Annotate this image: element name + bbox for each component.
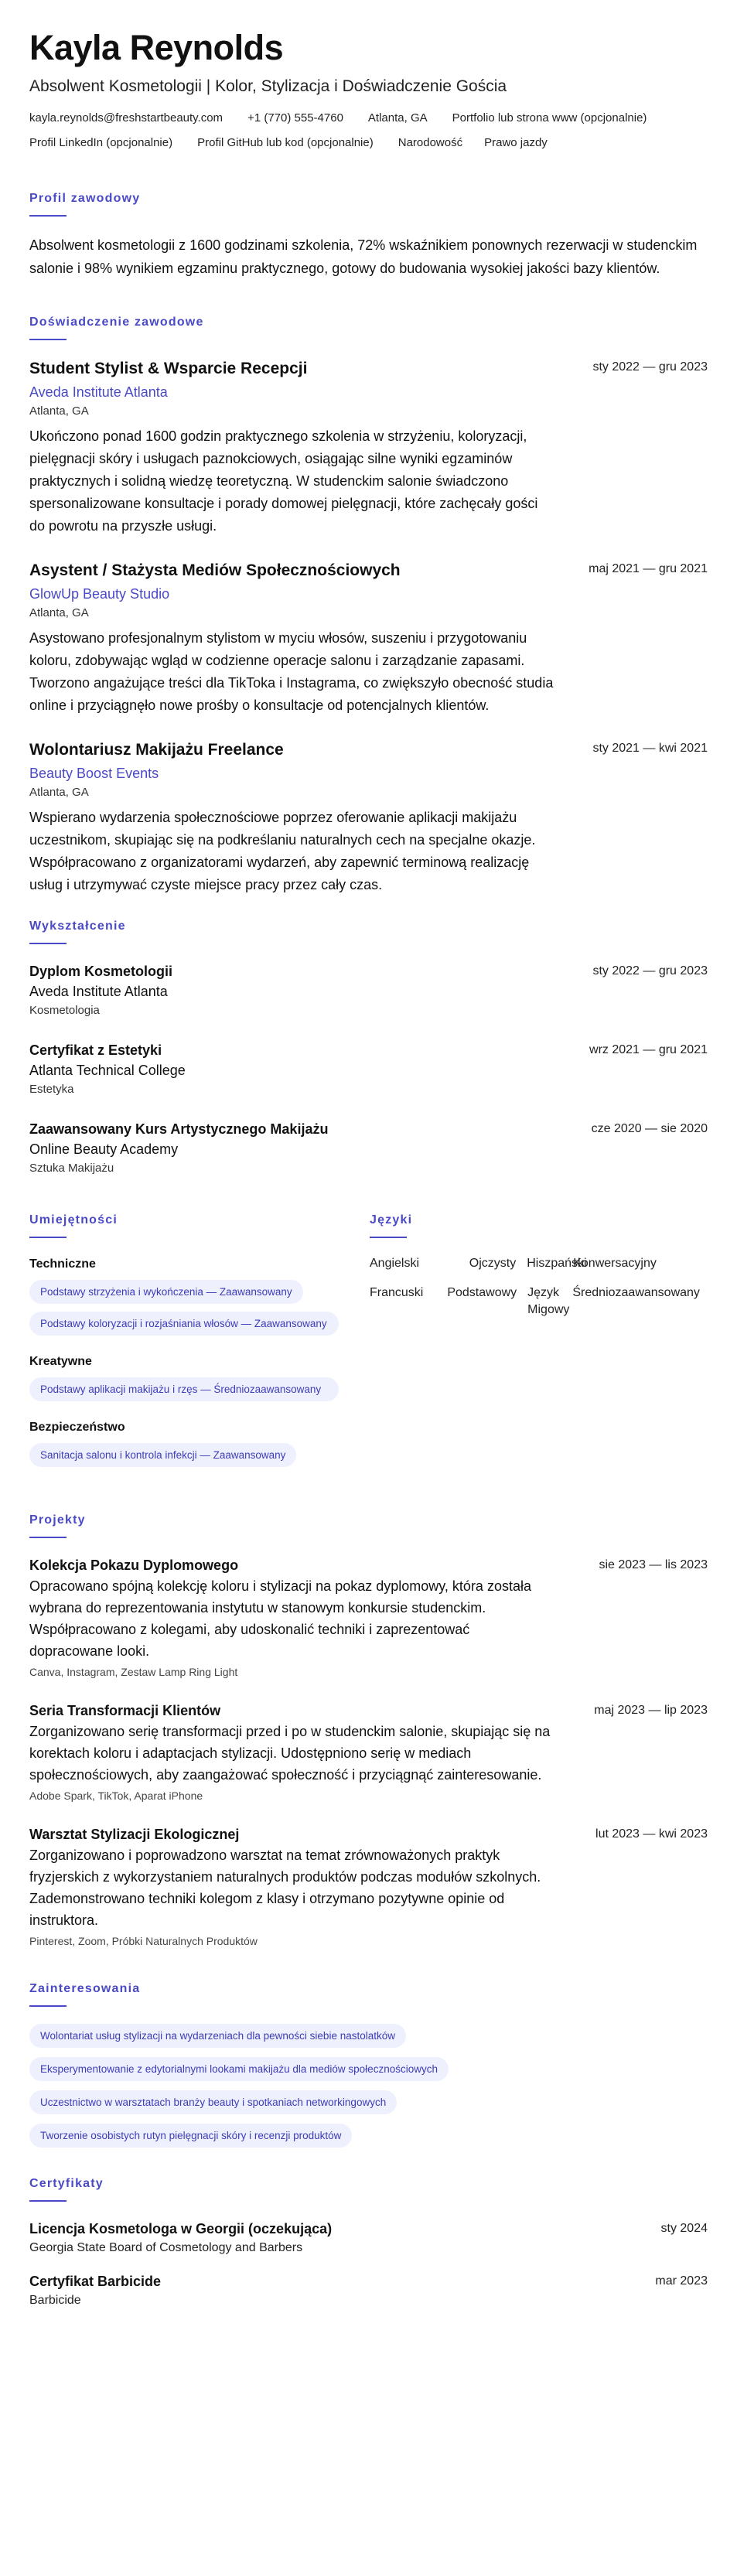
nationality-text: Narodowość [398, 136, 463, 149]
education-section [29, 918, 708, 1178]
certification-issuer: Georgia State Board of Cosmetology and Barbers [29, 2241, 303, 2254]
job-entry [29, 739, 708, 896]
job-date: maj 2021 — gru 2021 [589, 562, 708, 575]
job-date: sty 2022 — gru 2023 [592, 360, 708, 374]
skill-category: Bezpieczeństwo [29, 1421, 125, 1434]
certifications-section [29, 2175, 708, 2310]
section-divider [29, 943, 67, 944]
language-level: Średniozaawansowany [572, 1286, 700, 1299]
field-of-study: Sztuka Makijażu [29, 1162, 114, 1175]
job-entry [29, 357, 708, 537]
degree-title: Certyfikat z Estetyki [29, 1042, 162, 1058]
section-title: Certyfikaty [29, 2177, 104, 2190]
school-name: Online Beauty Academy [29, 1141, 179, 1157]
job-description: Ukończono ponad 1600 godzin praktycznego szkolenia w strzyżeniu, koloryzacji, pielęgnacji skóry i usługach paznokciowych, osiągając silne wyniki egzaminów praktycznych i solidną wiedzę teoretyczną. W studenckim salonie świadczono spersonalizowane konsultacje i porady domowej pielęgnacji, które zachęcały gości do powrotu na przyszłe usługi. [29, 428, 538, 534]
project-title: Seria Transformacji Klientów [29, 1703, 221, 1718]
linkedin-link[interactable]: Profil LinkedIn (opcjonalnie) [29, 136, 173, 149]
summary-section [29, 190, 708, 280]
certification-title: Licencja Kosmetologa w Georgii (oczekująca) [29, 2221, 333, 2237]
job-company: Beauty Boost Events [29, 766, 159, 781]
project-title: Kolekcja Pokazu Dyplomowego [29, 1558, 239, 1573]
section-divider [29, 2005, 67, 2007]
job-title: Student Stylist & Wsparcie Recepcji [29, 360, 308, 377]
section-title: Zainteresowania [29, 1982, 141, 1995]
skill-group [29, 1418, 370, 1475]
degree-title: Zaawansowany Kurs Artystycznego Makijażu [29, 1121, 329, 1137]
skill-tag: Podstawy strzyżenia i wykończenia — Zaawansowany [29, 1280, 303, 1304]
section-divider [29, 2200, 67, 2202]
skill-category: Techniczne [29, 1257, 96, 1271]
job-entry [29, 559, 708, 717]
project-description: Opracowano spójną kolekcję koloru i stylizacji na pokaz dyplomowy, która została wybrana do reprezentowania instytutu w stanowym konkursie studenckim. Współpracowano z kolegami, aby udoskonalić techniki i zaprezentować dopracowane looki. [29, 1578, 531, 1659]
certification-date: sty 2024 [660, 2222, 708, 2235]
language-level: Ojczysty [469, 1257, 517, 1270]
language-level: Konwersacyjny [573, 1257, 657, 1270]
project-tools: Adobe Spark, TikTok, Aparat iPhone [29, 1790, 203, 1802]
degree-title: Dyplom Kosmetologii [29, 964, 173, 979]
section-title: Umiejętności [29, 1213, 118, 1227]
skill-group [29, 1353, 370, 1409]
project-title: Warsztat Stylizacji Ekologicznej [29, 1827, 240, 1842]
section-title: Profil zawodowy [29, 192, 141, 205]
skill-tag: Podstawy koloryzacji i rozjaśniania włosów — Zaawansowany [29, 1312, 339, 1336]
project-entry [29, 1555, 708, 1680]
interest-tag: Uczestnictwo w warsztatach branży beauty i spotkaniach networkingowych [29, 2090, 397, 2114]
field-of-study: Estetyka [29, 1083, 74, 1096]
certification-entry [29, 2271, 708, 2310]
section-divider [29, 1237, 67, 1238]
job-description: Asystowano profesjonalnym stylistom w myciu włosów, suszeniu i przygotowaniu koloru, zdobywając wgląd w codzienne operacje salonu i zarządzanie zapasami. Tworzono angażujące treści dla TikToka i Instagrama, co zwiększyło obecność studia online i przyciągnęło nowe prośby o konsultacje od potencjalnych klientów. [29, 630, 554, 713]
interest-tag: Tworzenie osobistych rutyn pielęgnacji skóry i recenzji produktów [29, 2124, 352, 2148]
skills-languages-row [29, 1212, 708, 1484]
section-divider [29, 339, 67, 340]
skills-section [29, 1212, 370, 1484]
projects-section [29, 1512, 708, 1950]
education-entry [29, 961, 708, 1020]
field-of-study: Kosmetologia [29, 1004, 100, 1017]
job-title: Asystent / Stażysta Mediów Społecznościowych [29, 561, 401, 579]
interest-list [29, 2024, 708, 2148]
education-date: wrz 2021 — gru 2021 [589, 1043, 708, 1056]
languages-section [370, 1212, 708, 1484]
certification-issuer: Barbicide [29, 2294, 81, 2307]
skill-tag: Sanitacja salonu i kontrola infekcji — Zaawansowany [29, 1443, 296, 1467]
section-divider [29, 215, 67, 217]
certification-date: mar 2023 [655, 2274, 708, 2288]
project-date: sie 2023 — lis 2023 [599, 1558, 708, 1571]
language-name: Angielski [370, 1257, 420, 1270]
email-link[interactable]: kayla.reynolds@freshstartbeauty.com [29, 111, 223, 125]
job-company: Aveda Institute Atlanta [29, 384, 168, 400]
project-date: maj 2023 — lip 2023 [594, 1704, 708, 1717]
license-text: Prawo jazdy [484, 136, 548, 149]
candidate-name: Kayla Reynolds [29, 28, 284, 67]
interest-tag: Eksperymentowanie z edytorialnymi lookami makijażu dla mediów społecznościowych [29, 2057, 449, 2081]
project-tools: Pinterest, Zoom, Próbki Naturalnych Produktów [29, 1935, 258, 1947]
job-location: Atlanta, GA [29, 404, 89, 418]
job-title: Wolontariusz Makijażu Freelance [29, 741, 284, 759]
education-date: sty 2022 — gru 2023 [592, 964, 708, 978]
section-title: Projekty [29, 1513, 86, 1527]
language-name: Francuski [370, 1286, 424, 1299]
school-name: Atlanta Technical College [29, 1063, 186, 1078]
section-divider [370, 1237, 407, 1238]
certification-entry [29, 2219, 708, 2257]
job-location: Atlanta, GA [29, 606, 89, 619]
section-title: Wykształcenie [29, 920, 126, 933]
phone-text: +1 (770) 555-4760 [247, 111, 343, 125]
education-date: cze 2020 — sie 2020 [591, 1122, 708, 1135]
project-date: lut 2023 — kwi 2023 [595, 1827, 708, 1841]
job-date: sty 2021 — kwi 2021 [592, 742, 708, 755]
section-title: Doświadczenie zawodowe [29, 316, 204, 329]
project-tools: Canva, Instagram, Zestaw Lamp Ring Light [29, 1666, 238, 1678]
resume-header [29, 28, 708, 159]
language-row [370, 1285, 708, 1319]
section-divider [29, 1537, 67, 1538]
language-name: Hiszpański [527, 1257, 587, 1270]
language-row [370, 1255, 708, 1272]
language-name: Język Migowy [527, 1286, 570, 1316]
education-entry [29, 1040, 708, 1099]
project-entry [29, 1824, 708, 1950]
interests-section [29, 1981, 708, 2148]
interest-tag: Wolontariat usług stylizacji na wydarzeniach dla pewności siebie nastolatków [29, 2024, 406, 2048]
project-description: Zorganizowano i poprowadzono warsztat na temat zrównoważonych praktyk fryzjerskich z wykorzystaniem naturalnych produktów podczas modułów szkolnych. Zademonstrowano techniki kolegom z klasy i otrzymano pozytywne opinie od instruktora. [29, 1848, 541, 1928]
job-description: Wspierano wydarzenia społecznościowe poprzez oferowanie aplikacji makijażu uczestnikom, skupiając się na podkreślaniu naturalnych cech na specjalne okazje. Współpracowano z organizatorami wydarzeń, aby zapewnić terminową realizację usług i utrzymywać czyste miejsce pracy przez cały czas. [29, 810, 536, 892]
school-name: Aveda Institute Atlanta [29, 984, 168, 999]
headline: Absolwent Kosmetologii | Kolor, Stylizacja i Doświadczenie Gościa [29, 77, 507, 95]
skill-category: Kreatywne [29, 1355, 92, 1368]
github-link[interactable]: Profil GitHub lub kod (opcjonalnie) [197, 136, 374, 149]
contact-info [29, 110, 708, 159]
project-entry [29, 1701, 708, 1804]
education-entry [29, 1119, 708, 1178]
section-title: Języki [370, 1213, 413, 1227]
certification-title: Certyfikat Barbicide [29, 2274, 162, 2289]
project-description: Zorganizowano serię transformacji przed i po w studenckim salonie, skupiając się na korektach koloru i adaptacjach stylizacji. Udostępniono serię w mediach społecznościowych, aby zaangażować społeczność i przyciągnąć zainteresowanie. [29, 1724, 551, 1783]
summary-text: Absolwent kosmetologii z 1600 godzinami szkolenia, 72% wskaźnikiem ponownych rezerwacji w studenckim salonie i 98% wynikiem egzaminu praktycznego, gotowy do budowania wysokiej jakości bazy klientów. [29, 237, 698, 276]
skill-group [29, 1255, 370, 1343]
location-text: Atlanta, GA [367, 111, 428, 125]
experience-section [29, 314, 708, 896]
job-company: GlowUp Beauty Studio [29, 586, 170, 602]
portfolio-link[interactable]: Portfolio lub strona www (opcjonalnie) [452, 111, 647, 125]
language-level: Podstawowy [447, 1286, 517, 1299]
job-location: Atlanta, GA [29, 786, 89, 799]
skill-tag: Podstawy aplikacji makijażu i rzęs — Średniozaawansowany [29, 1377, 339, 1401]
